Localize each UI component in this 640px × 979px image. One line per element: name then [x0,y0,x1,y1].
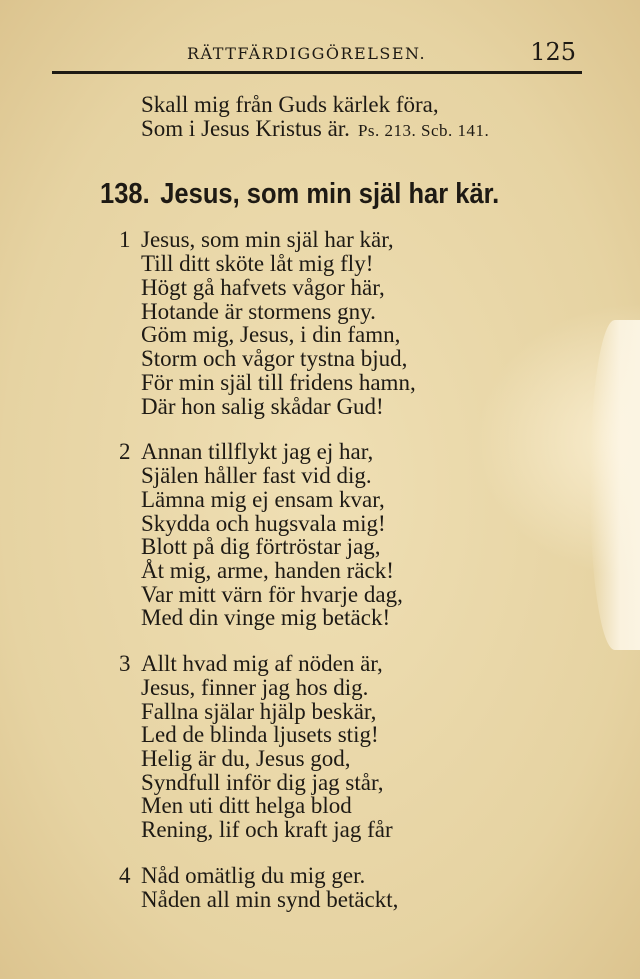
verse-number: 1 [119,227,131,252]
verse-line: Nåden all min synd betäckt, [141,887,399,912]
verse-line: Själen håller fast vid dig. [141,463,372,488]
prev-hymn-line [141,117,489,143]
hymn-reference: Ps. 213. Sсb. 141. [357,121,490,140]
verse-line: Led de blinda ljusets stig! [141,722,379,747]
hymn-number: 138. [100,178,150,210]
verse-line: Hotande är stormens gny. [141,299,376,324]
verse-line: Lämna mig ej ensam kvar, [141,487,385,512]
verse-line: Nåd omätlig du mig ger. [141,863,366,888]
running-head [52,38,582,78]
verse-line: Blott på dig förtröstar jag, [141,534,381,559]
verse-line: Syndfull inför dig jag står, [141,770,384,795]
verse-line: Högt gå hafvets vågor här, [141,275,385,300]
verse-line: Jesus, som min själ har kär, [141,227,394,252]
verse-number: 3 [119,651,131,676]
verse-line: Helig är du, Jesus god, [141,746,351,771]
hymn-title: Jesus, som min själ har kär. [160,178,500,210]
page-tear [590,320,640,650]
verse-line: Med din vinge mig betäck! [141,605,391,630]
verse-line: Där hon salig skådar Gud! [141,394,384,419]
verse-line: Men uti ditt helga blod [141,793,352,818]
verse-line: Rening, lif och kraft jag får [141,817,393,842]
prev-hymn-line: Skall mig från Guds kärlek föra, [141,92,439,117]
page-number: 125 [530,38,576,66]
verse-line: För min själ till fridens hamn, [141,370,416,395]
verse-line: Jesus, finner jag hos dig. [141,675,369,700]
running-title: RÄTTFÄRDIGGÖRELSEN. [187,44,427,63]
verse-line: Var mitt värn för hvarje dag, [141,582,403,607]
verse-number: 2 [119,439,131,464]
verse-line: Till ditt sköte låt mig fly! [141,251,374,276]
verse-line: Storm och vågor tystna bjud, [141,346,408,371]
verse-line: Allt hvad mig af nöden är, [141,651,383,676]
verse-line: Fallna själar hjälp beskär, [141,699,377,724]
verse-number: 4 [119,863,131,888]
prev-hymn-line-text: Som i Jesus Kristus är. [141,116,350,141]
verse-line: Åt mig, arme, handen räck! [141,558,394,583]
verse-line: Skydda och hugsvala mig! [141,511,386,536]
hymn-heading [100,178,499,211]
verse-line: Göm mig, Jesus, i din famn, [141,322,401,347]
verse-line: Annan tillflykt jag ej har, [141,439,374,464]
header-rule [52,71,582,74]
